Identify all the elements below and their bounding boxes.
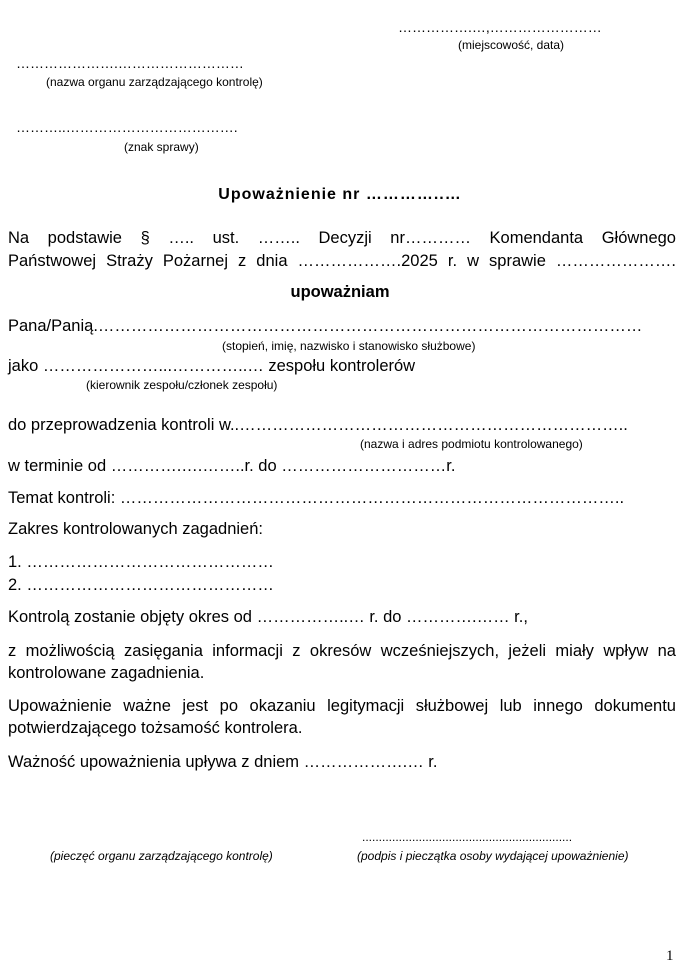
term-line: w terminie od ………….….……..r. do …………………………r.	[8, 457, 456, 475]
organ-label: (nazwa organu zarządzającego kontrolę)	[46, 75, 263, 89]
case-dots: ………..……………………………….	[16, 119, 238, 135]
period-line: Kontrolą zostanie objęty okres od ……………..… r. do ………….…… r.,	[8, 608, 528, 626]
basis-line-2: Państwowej Straży Pożarnej z dnia ……………….2025 r. w sprawie ………………….	[8, 252, 676, 270]
scope-heading: Zakres kontrolowanych zagadnień:	[8, 520, 263, 538]
scope-item-2: 2. ………………………………………	[8, 576, 274, 594]
scope-item-1: 1. ………………………………………	[8, 553, 274, 571]
role-label: (kierownik zespołu/członek zespołu)	[86, 378, 278, 392]
validity-paragraph: Upoważnienie ważne jest po okazaniu legitymacji służbowej lub innego dokumentu potwierdzającego tożsamość kontrolera.	[8, 697, 676, 737]
stamp-label: (pieczęć organu zarządzającego kontrolę)	[50, 849, 273, 863]
basis-line-1: Na podstawie § ….. ust. …….. Decyzji nr………… Komendanta Głównego	[8, 229, 676, 247]
entity-label: (nazwa i adres podmiotu kontrolowanego)	[360, 437, 583, 451]
place-date-label: (miejscowość, data)	[458, 38, 565, 52]
role-line: jako …………………...…………..… zespołu kontrolerów	[8, 357, 416, 375]
person-label: (stopień, imię, nazwisko i stanowisko służbowe)	[222, 339, 476, 353]
authorize-heading: upoważniam	[290, 283, 390, 301]
page-number: 1	[666, 948, 674, 964]
info-paragraph: z możliwością zasięgania informacji z okresów wcześniejszych, jeżeli miały wpływ na kontrolowane zagadnienia.	[8, 642, 676, 682]
case-label: (znak sprawy)	[124, 140, 199, 154]
expiry-line: Ważność upoważnienia upływa z dniem ……………….… r.	[8, 753, 438, 771]
person-line: Pana/Panią.………………………………………………………………………………………	[8, 317, 643, 335]
signature-dots: ...............................................................	[362, 830, 573, 844]
topic-line: Temat kontroli: ………………………………………………………………………………..	[8, 489, 625, 507]
organ-dots: ………………….………………………	[16, 55, 244, 71]
signature-label: (podpis i pieczątka osoby wydającej upoważnienie)	[357, 849, 629, 863]
document-title: Upoważnienie nr …………..…	[218, 186, 462, 203]
entity-line: do przeprowadzenia kontroli w..……………………………………………………………..	[8, 416, 628, 434]
place-date-dots: …………….…,……………………	[398, 19, 602, 35]
